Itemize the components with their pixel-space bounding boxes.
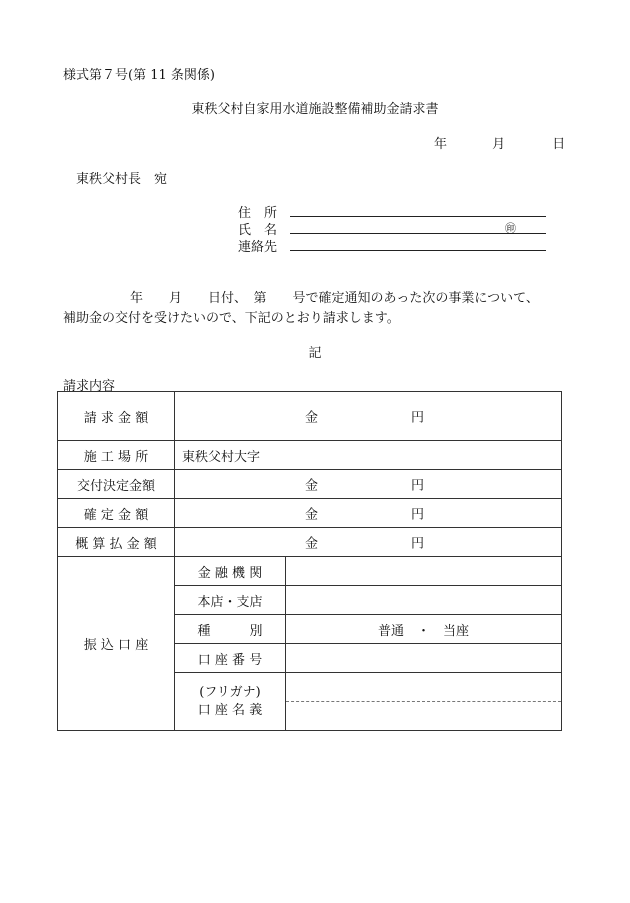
account-type-label: 種 別 <box>175 615 286 644</box>
confirmed-amount-en: 円 <box>411 507 425 523</box>
row-request-amount <box>58 392 562 441</box>
bank-field[interactable] <box>286 557 562 586</box>
addressee: 東秩父村長 宛 <box>76 172 168 187</box>
request-amount-label: 請 求 金 額 <box>58 392 175 441</box>
account-name-label-cell <box>175 673 286 731</box>
site-label: 施 工 場 所 <box>58 441 175 470</box>
estimate-amount-label: 概 算 払 金 額 <box>58 528 175 557</box>
estimate-amount-field[interactable] <box>175 528 562 557</box>
decision-amount-kin: 金 <box>305 478 319 494</box>
row-confirmed-amount <box>58 499 562 528</box>
seal-mark: ㊞ <box>505 222 516 235</box>
account-name-label: 口 座 名 義 <box>197 702 263 718</box>
confirmed-amount-label: 確 定 金 額 <box>58 499 175 528</box>
confirmed-amount-field[interactable] <box>175 499 562 528</box>
row-bank <box>58 557 562 586</box>
name-label: 氏 名 <box>238 223 278 238</box>
decision-amount-label: 交付決定金額 <box>58 470 175 499</box>
transfer-account-label: 振 込 口 座 <box>58 557 175 731</box>
table-caption: 請求内容 <box>63 379 116 394</box>
request-body <box>63 289 539 329</box>
date-month: 月 <box>492 137 506 152</box>
estimate-amount-kin: 金 <box>305 536 319 552</box>
request-amount-en: 円 <box>411 410 425 426</box>
address-field[interactable] <box>290 216 546 217</box>
row-site <box>58 441 562 470</box>
request-table <box>57 391 562 731</box>
form-number: 様式第７号(第 11 条関係) <box>63 68 215 83</box>
body-line-2: 補助金の交付を受けたいので、下記のとおり請求します。 <box>63 311 400 326</box>
document-title: 東秩父村自家用水道施設整備補助金請求書 <box>191 102 439 117</box>
account-number-field[interactable] <box>286 644 562 673</box>
row-estimate-amount <box>58 528 562 557</box>
decision-amount-field[interactable] <box>175 470 562 499</box>
contact-field[interactable] <box>290 250 546 251</box>
date-field[interactable] <box>434 133 565 152</box>
body-line-1: 年 月 日付、 第 号で確定通知のあった次の事業について、 <box>130 291 539 306</box>
account-name-furigana-field[interactable] <box>286 673 562 702</box>
branch-field[interactable] <box>286 586 562 615</box>
furigana-label: (フリガナ) <box>199 684 261 700</box>
row-decision-amount <box>58 470 562 499</box>
site-field[interactable]: 東秩父村大字 <box>175 441 562 470</box>
request-amount-field[interactable] <box>175 392 562 441</box>
request-amount-kin: 金 <box>305 410 319 426</box>
account-number-label: 口 座 番 号 <box>175 644 286 673</box>
address-label: 住 所 <box>238 206 278 221</box>
branch-label: 本店・支店 <box>175 586 286 615</box>
date-day: 日 <box>552 137 566 152</box>
account-name-field[interactable] <box>286 702 562 731</box>
date-year: 年 <box>434 137 448 152</box>
decision-amount-en: 円 <box>411 478 425 494</box>
bank-label: 金 融 機 関 <box>175 557 286 586</box>
contact-label: 連絡先 <box>238 240 278 255</box>
contact-row <box>238 236 282 255</box>
estimate-amount-en: 円 <box>411 536 425 552</box>
ki-heading: 記 <box>308 346 322 361</box>
confirmed-amount-kin: 金 <box>305 507 319 523</box>
account-type-field[interactable]: 普通 ・ 当座 <box>286 615 562 644</box>
